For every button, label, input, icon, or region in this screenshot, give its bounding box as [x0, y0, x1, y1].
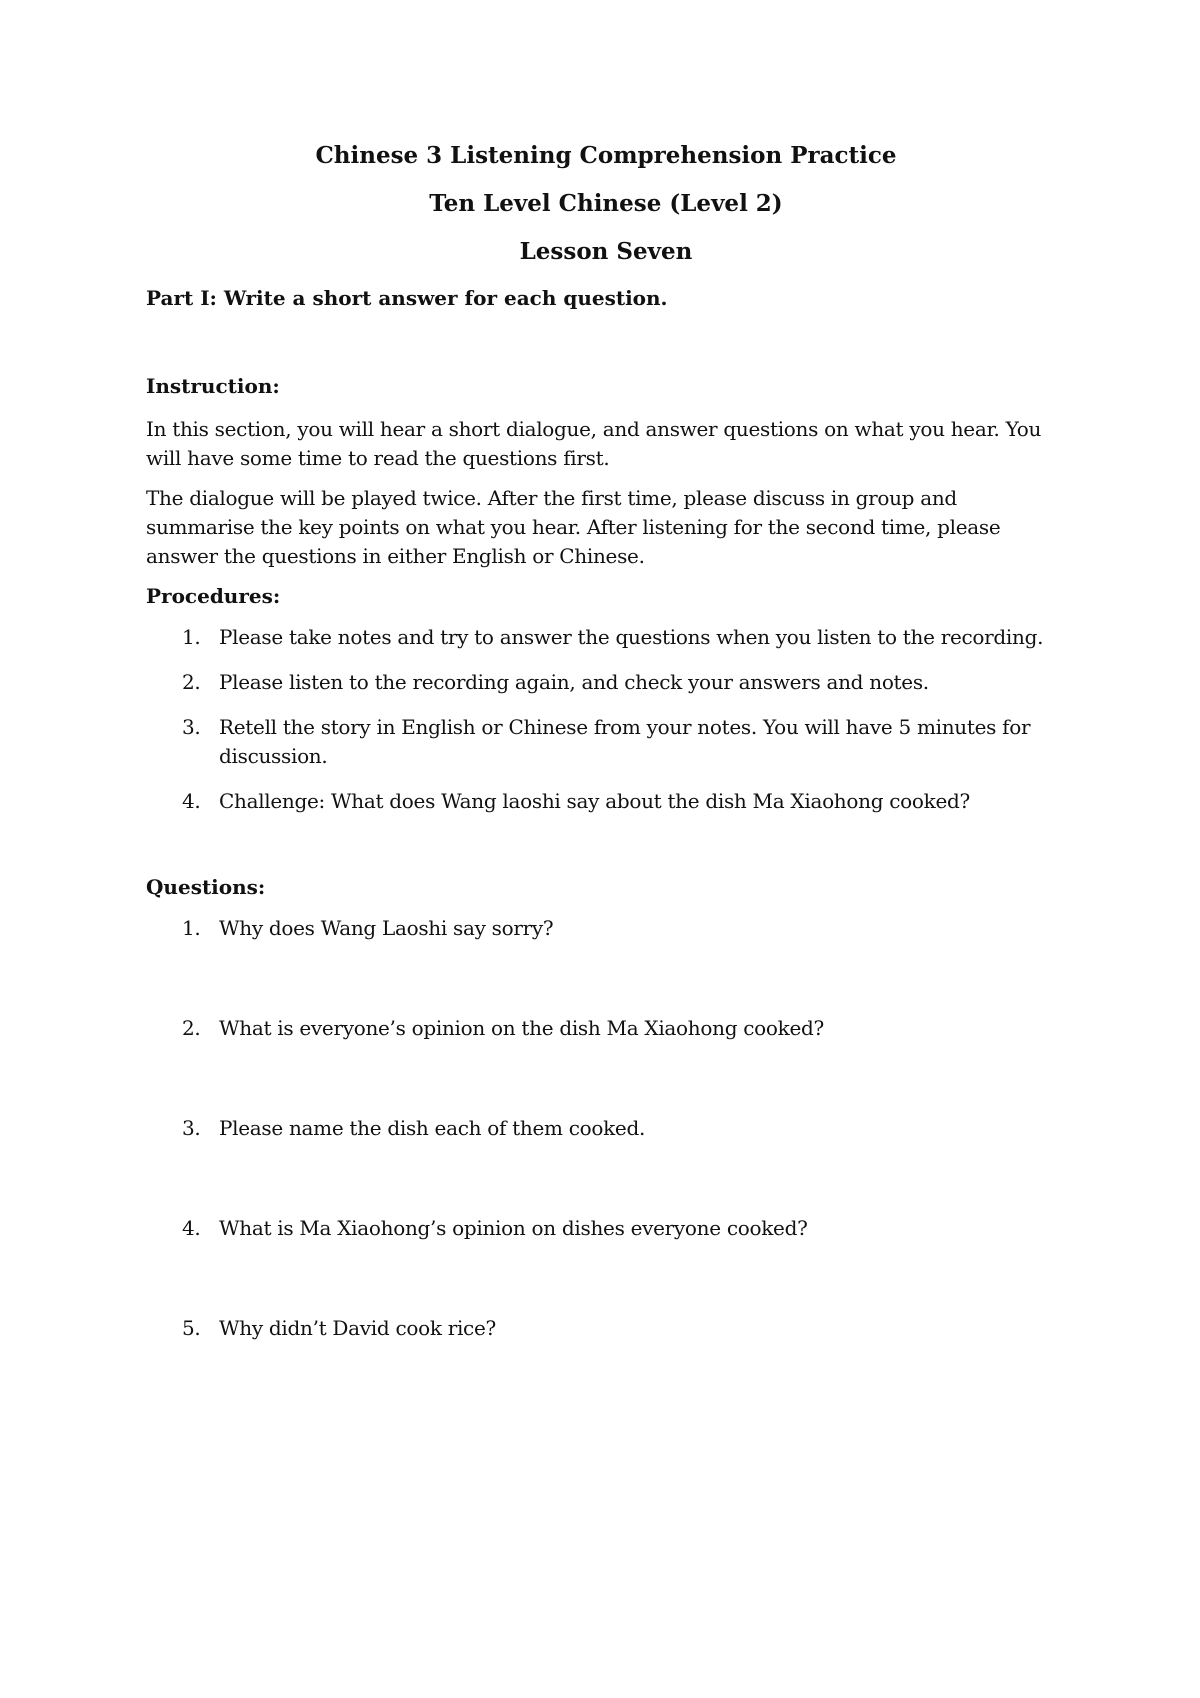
- lesson-title: Lesson Seven: [519, 238, 693, 266]
- list-item-number: 4.: [182, 788, 201, 813]
- list-item: [146, 713, 1066, 771]
- list-item-number: 2.: [182, 669, 201, 694]
- part-heading: Part I: Write a short answer for each question.: [146, 285, 668, 310]
- questions-heading: Questions:: [146, 874, 266, 899]
- list-item-number: 2.: [182, 1015, 201, 1040]
- instruction-paragraph: In this section, you will hear a short dialogue, and answer questions on what you hear. You will have some time to read the questions first.: [146, 416, 1042, 470]
- procedures-list: [146, 623, 1066, 816]
- list-item-number: 3.: [182, 1115, 201, 1140]
- procedures-heading: Procedures:: [146, 583, 281, 608]
- list-item: [146, 623, 1066, 652]
- list-item-text: Why does Wang Laoshi say sorry?: [219, 915, 554, 940]
- list-item-number: 4.: [182, 1215, 201, 1240]
- list-item-text: Why didn’t David cook rice?: [219, 1315, 496, 1340]
- list-item: [146, 1014, 1066, 1043]
- document-subtitle: Ten Level Chinese (Level 2): [429, 189, 783, 217]
- questions-list: [146, 914, 1066, 1343]
- list-item-number: 5.: [182, 1315, 201, 1340]
- document-content: [146, 142, 1066, 1414]
- instruction-paragraph: The dialogue will be played twice. After the first time, please discuss in group and summarise the key points on what you hear. After listening for the second time, please answer the questions in either English or Chinese.: [146, 485, 1001, 568]
- list-item-text: What is Ma Xiaohong’s opinion on dishes everyone cooked?: [219, 1215, 808, 1240]
- document-title: Chinese 3 Listening Comprehension Practice: [315, 142, 897, 169]
- list-item: [146, 914, 1066, 943]
- list-item-text: Please take notes and try to answer the questions when you listen to the recording.: [219, 624, 1044, 649]
- list-item: [146, 787, 1066, 816]
- list-item: [146, 1314, 1066, 1343]
- list-item-number: 1.: [182, 624, 201, 649]
- list-item-text: What is everyone’s opinion on the dish Ma Xiaohong cooked?: [219, 1015, 824, 1040]
- list-item-text: Challenge: What does Wang laoshi say about the dish Ma Xiaohong cooked?: [219, 788, 970, 813]
- list-item-text: Please name the dish each of them cooked.: [219, 1115, 646, 1140]
- instruction-heading: Instruction:: [146, 373, 280, 398]
- list-item-text: Please listen to the recording again, and check your answers and notes.: [219, 669, 929, 694]
- list-item-number: 3.: [182, 714, 201, 739]
- list-item-number: 1.: [182, 915, 201, 940]
- list-item: [146, 1214, 1066, 1243]
- list-item: [146, 1114, 1066, 1143]
- list-item-text: Retell the story in English or Chinese from your notes. You will have 5 minutes for discussion.: [219, 714, 1031, 768]
- list-item: [146, 668, 1066, 697]
